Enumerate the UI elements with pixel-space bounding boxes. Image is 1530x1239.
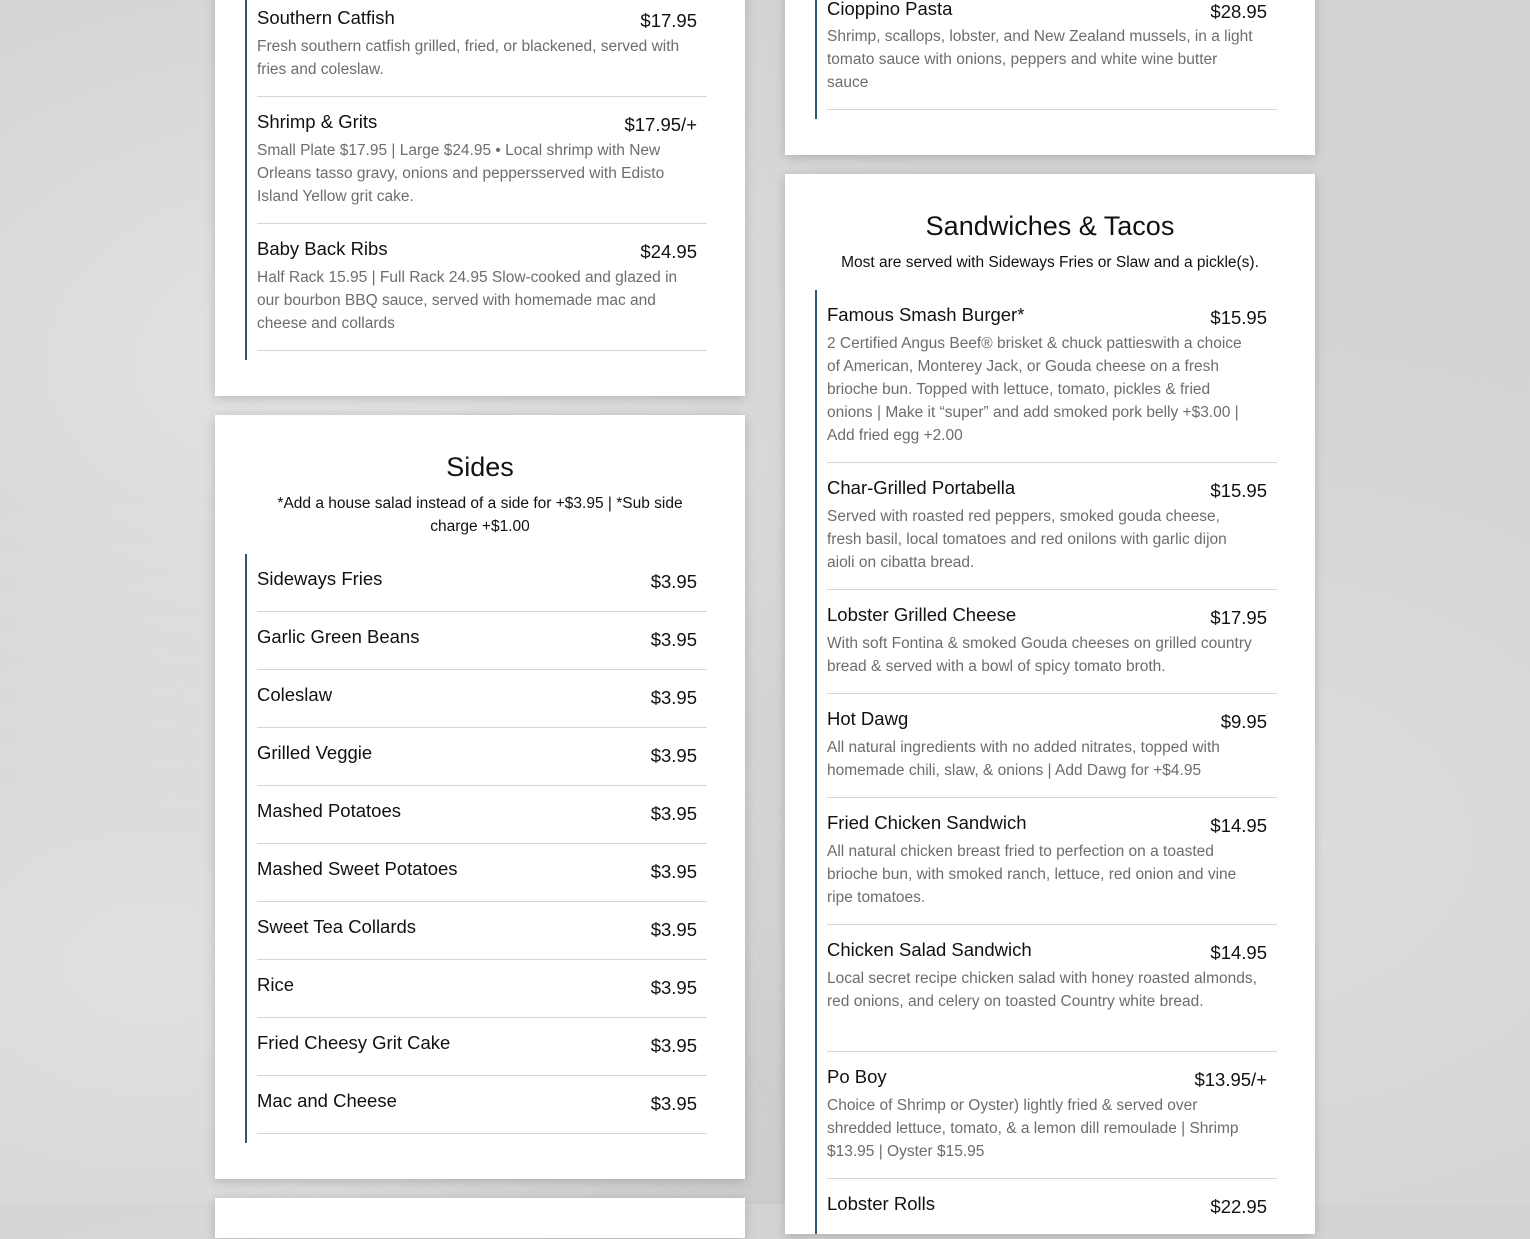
item-description: Small Plate $17.95 | Large $24.95 • Local shrimp with New Orleans tasso gravy, onions and peppersserved with Edisto Island Yellow grit cake. (257, 142, 665, 205)
pasta-card (785, 0, 1315, 155)
item-price: $17.95 (1210, 607, 1267, 628)
item-name: Char-Grilled Portabella (827, 477, 1016, 498)
menu-item (827, 290, 1277, 463)
sides-card (215, 415, 745, 1179)
menu-item (827, 925, 1277, 1052)
menu-item (827, 1179, 1277, 1239)
entrees-list (245, 0, 707, 360)
menu-item (827, 590, 1277, 694)
item-description: 2 Certified Angus Beef® brisket & chuck pattieswith a choice of American, Monterey Jack, or Gouda cheese on a fresh brioche bun. Topped with lettuce, tomato, pickles & fried onions | Make it “super” and add smoked pork belly +$3.00 | Add fried egg +2.00 (827, 335, 1242, 444)
item-name: Lobster Grilled Cheese (827, 604, 1017, 625)
section-title: Sandwiches & Tacos (925, 211, 1175, 241)
item-name: Lobster Rolls (827, 1193, 935, 1214)
item-price: $15.95 (1210, 307, 1267, 328)
item-name: Mashed Sweet Potatoes (257, 858, 458, 879)
item-price: $17.95/+ (624, 114, 697, 135)
item-price: $14.95 (1210, 815, 1267, 836)
item-description: With soft Fontina & smoked Gouda cheeses on grilled country bread & served with a bowl of spicy tomato broth. (827, 635, 1252, 675)
item-price: $3.95 (650, 919, 697, 940)
list-item (257, 554, 707, 612)
menu-item (827, 1052, 1277, 1179)
section-title: Sides (446, 452, 514, 482)
item-name: Coleslaw (257, 684, 333, 705)
item-name: Fried Chicken Sandwich (827, 812, 1027, 833)
item-name: Po Boy (827, 1066, 887, 1087)
menu-item (257, 0, 707, 97)
item-name: Shrimp & Grits (257, 111, 378, 132)
menu-item (827, 694, 1277, 798)
menu-item (827, 798, 1277, 925)
item-name: Grilled Veggie (257, 742, 373, 763)
item-description: Shrimp, scallops, lobster, and New Zealand mussels, in a light tomato sauce with onions, peppers and white wine butter sauce (827, 28, 1253, 91)
item-name: Famous Smash Burger* (827, 304, 1025, 325)
item-price: $3.95 (650, 745, 697, 766)
list-item (257, 786, 707, 844)
list-item (257, 728, 707, 786)
sandwiches-card (785, 174, 1315, 1234)
menu-item (257, 97, 707, 224)
entrees-card (215, 0, 745, 396)
item-name: Hot Dawg (827, 708, 909, 729)
list-item (257, 960, 707, 1018)
item-price: $24.95 (640, 241, 697, 262)
item-description: Choice of Shrimp or Oyster) lightly fried & served over shredded lettuce, tomato, & a lemon dill remoulade | Shrimp $13.95 | Oyster $15.95 (827, 1097, 1239, 1160)
list-item (257, 1076, 707, 1134)
list-item (257, 902, 707, 960)
next-section-card (215, 1198, 745, 1238)
item-name: Garlic Green Beans (257, 626, 420, 647)
list-item (257, 612, 707, 670)
item-price: $13.95/+ (1194, 1069, 1267, 1090)
sides-list (245, 554, 707, 1143)
item-name: Southern Catfish (257, 7, 395, 28)
item-description: All natural chicken breast fried to perfection on a toasted brioche bun, with smoked ranch, lettuce, red onion and vine ripe tomatoes. (827, 843, 1237, 906)
item-description: Fresh southern catfish grilled, fried, or blackened, served with fries and coleslaw. (257, 38, 680, 78)
sandwiches-list (815, 290, 1277, 1234)
item-description: Half Rack 15.95 | Full Rack 24.95 Slow-cooked and glazed in our bourbon BBQ sauce, served with homemade mac and cheese and collards (257, 269, 678, 332)
item-price: $3.95 (650, 687, 697, 708)
item-name: Fried Cheesy Grit Cake (257, 1032, 451, 1053)
item-name: Mashed Potatoes (257, 800, 401, 821)
item-name: Sideways Fries (257, 568, 383, 589)
item-price: $3.95 (650, 1093, 697, 1114)
item-name: Mac and Cheese (257, 1090, 397, 1111)
item-price: $17.95 (640, 10, 697, 31)
menu-item (827, 0, 1277, 110)
item-description: All natural ingredients with no added nitrates, topped with homemade chili, slaw, & onions | Add Dawg for +$4.95 (827, 739, 1220, 779)
list-item (257, 1018, 707, 1076)
item-name: Chicken Salad Sandwich (827, 939, 1032, 960)
item-description: Local secret recipe chicken salad with honey roasted almonds, red onions, and celery on toasted Country white bread. (827, 970, 1257, 1010)
item-price: $3.95 (650, 1035, 697, 1056)
item-name: Sweet Tea Collards (257, 916, 417, 937)
menu-item (827, 463, 1277, 590)
list-item (257, 844, 707, 902)
item-description: Served with roasted red peppers, smoked gouda cheese, fresh basil, local tomatoes and red onilons with garlic dijon aioli on cibatta bread. (827, 508, 1227, 571)
item-price: $3.95 (650, 571, 697, 592)
item-price: $3.95 (650, 977, 697, 998)
item-price: $9.95 (1220, 711, 1267, 732)
item-price: $15.95 (1210, 480, 1267, 501)
menu-item (257, 224, 707, 351)
list-item (257, 670, 707, 728)
item-name: Baby Back Ribs (257, 238, 388, 259)
item-name: Cioppino Pasta (827, 0, 953, 19)
item-price: $22.95 (1210, 1196, 1267, 1217)
item-price: $3.95 (650, 629, 697, 650)
section-note: *Add a house salad instead of a side for +$3.95 | *Sub side charge +$1.00 (277, 495, 683, 535)
section-note: Most are served with Sideways Fries or Slaw and a pickle(s). (841, 254, 1259, 271)
item-price: $3.95 (650, 803, 697, 824)
item-price: $14.95 (1210, 942, 1267, 963)
item-name: Rice (257, 974, 295, 995)
pasta-list (815, 0, 1277, 119)
item-price: $28.95 (1210, 1, 1267, 22)
item-price: $3.95 (650, 861, 697, 882)
